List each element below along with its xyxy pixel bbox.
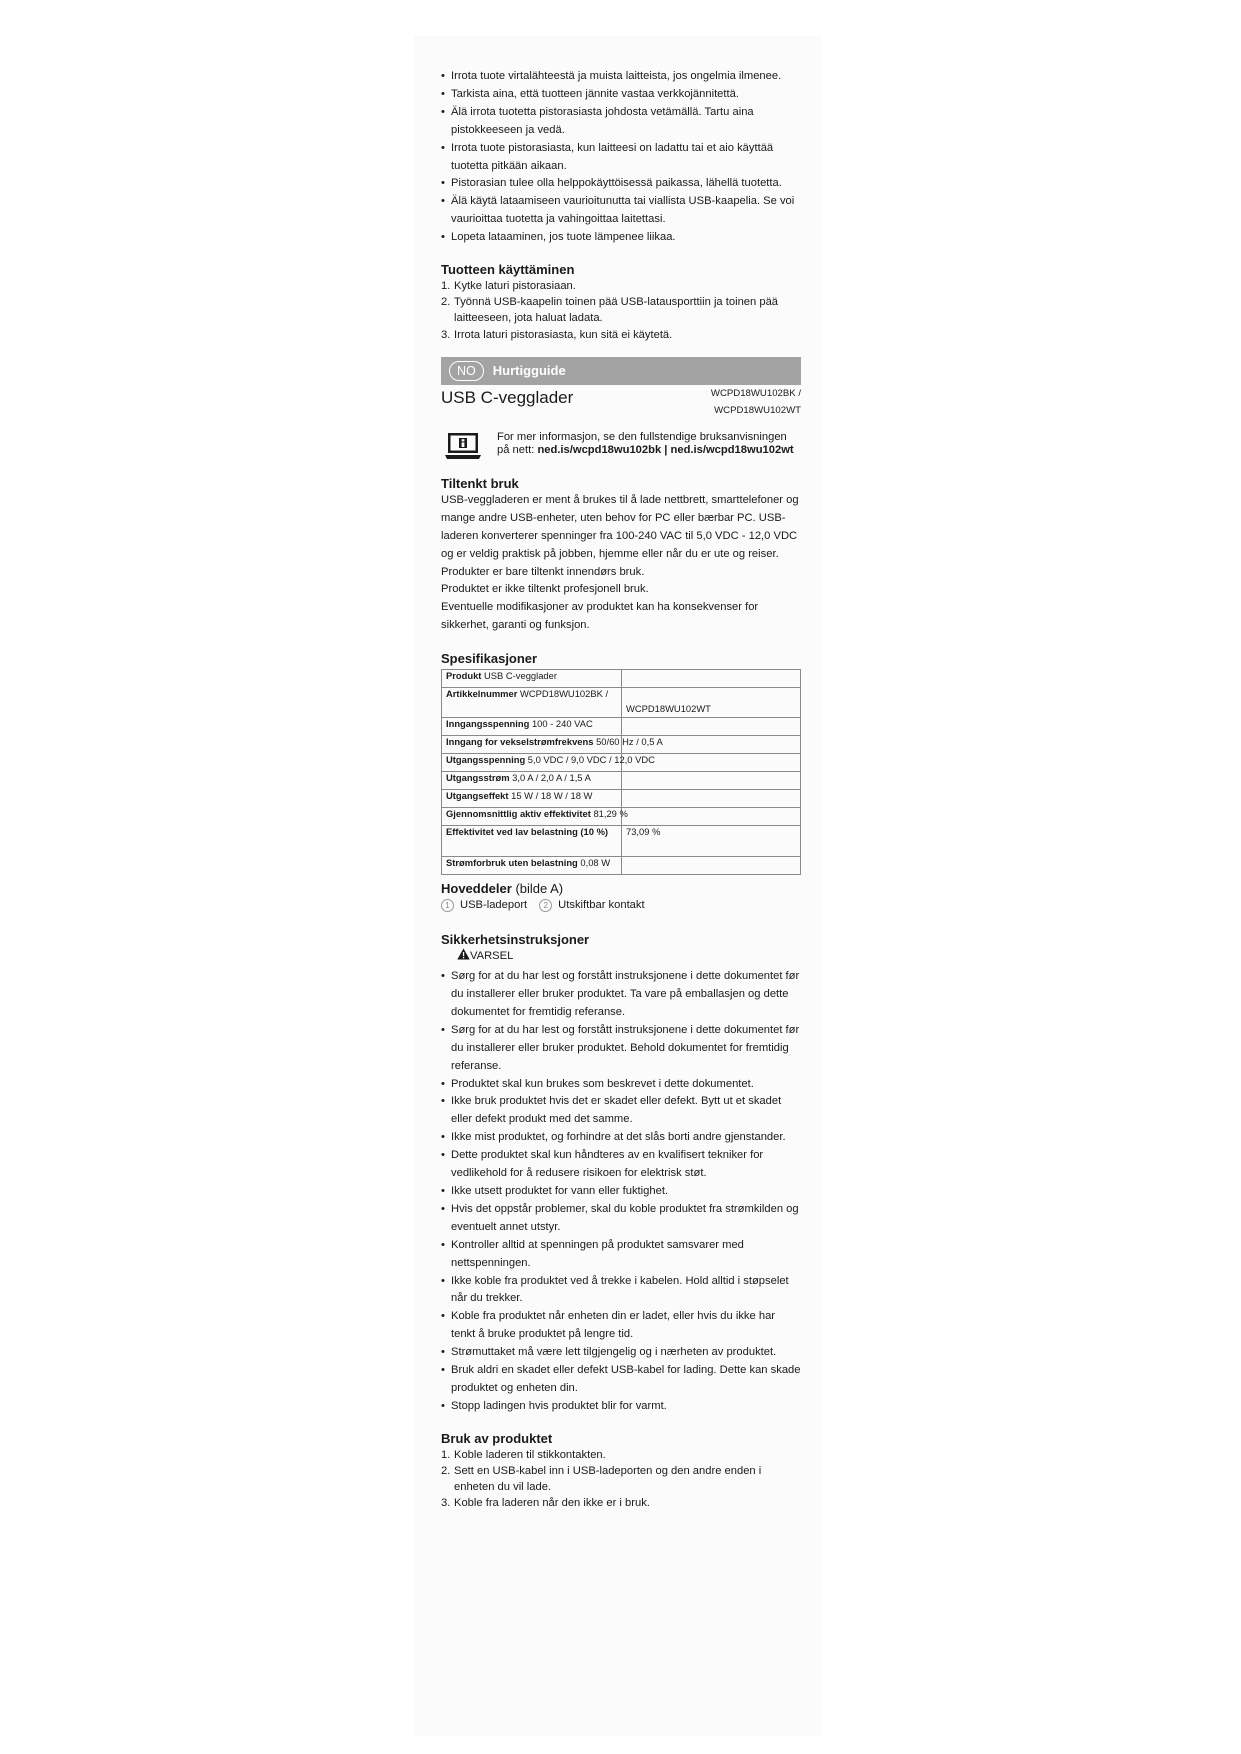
spec-label: Artikkelnummer: [446, 688, 518, 700]
usage-steps: [441, 1447, 801, 1512]
paragraph: Eventuelle modifikasjoner av produktet kan ha konsekvenser for sikkerhet, garanti og funksjon.: [441, 601, 759, 632]
paragraph: USB-veggladeren er ment å brukes til å lade nettbrett, smarttelefoner og mange andre USB-enheter, uten behov for PC eller bærbar PC. USB-laderen konverterer spenninger fra 100-240 VAC til 5,0 VDC - 12,0 VDC og er veldig praktisk på jobben, hjemme eller når du er ute og reiser.: [441, 493, 799, 560]
table-row: [442, 826, 801, 857]
warning-line: [441, 948, 801, 963]
spec-value: 100 - 240 VAC: [531, 718, 593, 730]
article-codes: [711, 385, 801, 419]
list-item: • Ikke koble fra produktet ved å trekke i kabelen. Hold alltid i støpselet når du trekker.: [441, 1273, 801, 1309]
table-row: [442, 790, 801, 808]
laptop-info-icon: [445, 432, 481, 460]
step-text: Koble fra laderen når den ikke er i bruk.: [454, 1497, 650, 1510]
safety-heading: Sikkerhetsinstruksjoner: [441, 932, 590, 948]
spec-value: USB C-vegglader: [484, 670, 557, 682]
fi-usage-heading: Tuotteen käyttäminen: [441, 262, 575, 278]
intended-use-heading: Tiltenkt bruk: [441, 475, 519, 491]
list-item: • Kontroller alltid at spenningen på produktet samsvarer med nettspenningen.: [441, 1237, 801, 1273]
spec-value: 50/60 Hz / 0,5 A: [596, 736, 663, 748]
spec-value: 81,29 %: [593, 808, 628, 820]
step-text: Irrota laturi pistorasiasta, kun sitä ei käytetä.: [454, 328, 673, 341]
page-title: USB C-vegglader: [441, 387, 574, 407]
list-item: • Ikke bruk produktet hvis det er skadet eller defekt. Bytt ut et skadet eller defekt produkt med det samme.: [441, 1093, 801, 1129]
spec-value-2: [622, 718, 801, 736]
article-code: WCPD18WU102BK /: [710, 387, 801, 399]
parts-heading: Hoveddeler: [441, 881, 512, 897]
link-separator: |: [661, 443, 671, 456]
paragraph: Produkter er bare tiltenkt innendørs bruk.: [441, 565, 645, 578]
table-row: [442, 808, 801, 826]
spec-label: Strømforbruk uten belastning: [446, 857, 578, 869]
list-item: • Dette produktet skal kun håndteres av en kvalifisert tekniker for vedlikehold for å redusere risikoen for elektrisk støt.: [441, 1147, 801, 1183]
part-label: USB-ladeport: [460, 899, 528, 912]
list-item: • Strømuttaket må være lett tilgjengelig og i nærheten av produktet.: [441, 1344, 801, 1362]
step-number: 2.: [441, 296, 451, 309]
online-info-row: [441, 431, 801, 460]
table-row: [442, 736, 801, 754]
table-row: [442, 857, 801, 875]
warning-label: VARSEL: [470, 950, 514, 963]
table-row: [442, 718, 801, 736]
spec-value-2: [622, 857, 801, 875]
specifications-heading: Spesifikasjoner: [441, 651, 538, 667]
spec-label: Produkt: [446, 670, 482, 682]
list-item: • Lopeta lataaminen, jos tuote lämpenee liikaa.: [441, 229, 801, 247]
list-item: • Älä irrota tuotetta pistorasiasta johdosta vetämällä. Tartu aina pistokkeeseen ja vedä.: [441, 104, 801, 140]
spec-value-2: [622, 772, 801, 790]
spec-label: Inngangsspenning: [446, 718, 530, 730]
step-number: 3.: [441, 328, 451, 341]
list-item: • Koble fra produktet når enheten din er ladet, eller hvis du ikke har tenkt å bruke produktet på lengre tid.: [441, 1308, 801, 1344]
part-number-badge: 2: [539, 899, 552, 912]
online-info-text: [497, 431, 794, 457]
spec-value: 5,0 VDC / 9,0 VDC / 12,0 VDC: [527, 754, 655, 766]
list-item: [441, 1447, 801, 1463]
parts-subheading: (bilde A): [515, 881, 564, 897]
fi-safety-list: [441, 68, 801, 247]
info-prefix: på nett:: [497, 443, 538, 456]
specifications-table: [441, 669, 801, 875]
spec-value-2: WCPD18WU102WT: [622, 688, 801, 718]
step-text: Koble laderen til stikkontakten.: [454, 1448, 606, 1461]
usage-heading: Bruk av produktet: [441, 1430, 553, 1446]
spec-label: Effektivitet ved lav belastning (10 %): [446, 826, 609, 838]
list-item: • Sørg for at du har lest og forstått instruksjonene i dette dokumentet før du installerer eller bruker produktet. Ta vare på emballasjen og dette dokumentet for fremtidig referanse.: [441, 968, 801, 1022]
part-number-badge: 1: [441, 899, 454, 912]
table-row: [442, 688, 801, 718]
intended-use-text: [441, 492, 801, 635]
list-item: • Ikke utsett produktet for vann eller fuktighet.: [441, 1183, 801, 1201]
spec-value: 3,0 A / 2,0 A / 1,5 A: [512, 772, 591, 784]
list-item: [441, 294, 801, 326]
list-item: • Irrota tuote virtalähteestä ja muista laitteista, jos ongelmia ilmenee.: [441, 68, 801, 86]
list-item: • Ikke mist produktet, og forhindre at det slås borti andre gjenstander.: [441, 1129, 801, 1147]
spec-label: Utgangsspenning: [446, 754, 526, 766]
fi-usage-steps: [441, 278, 801, 343]
list-item: • Irrota tuote pistorasiasta, kun laitteesi on ladattu tai et aio käyttää tuotetta pitkään aikaan.: [441, 140, 801, 176]
main-parts-list: [441, 897, 801, 913]
list-item: • Sørg for at du har lest og forstått instruksjonene i dette dokumentet før du installerer eller bruker produktet. Behold dokumentet for fremtidig referanse.: [441, 1022, 801, 1076]
list-item: • Hvis det oppstår problemer, skal du koble produktet fra strømkilden og eventuelt annet utstyr.: [441, 1201, 801, 1237]
step-text: Sett en USB-kabel inn i USB-ladeporten og den andre enden i enheten du vil lade.: [454, 1464, 762, 1494]
document-column: [441, 68, 801, 1512]
table-row: [442, 754, 801, 772]
spec-value-2: [622, 670, 801, 688]
spec-label: Utgangsstrøm: [446, 772, 510, 784]
spec-label: Gjennomsnittlig aktiv effektivitet: [446, 808, 591, 820]
spec-value-2: 73,09 %: [622, 826, 801, 857]
language-header-bar: [441, 357, 801, 385]
step-number: 2.: [441, 1464, 451, 1477]
step-text: Työnnä USB-kaapelin toinen pää USB-latausporttiin ja toinen pää laitteeseen, jota haluat ladata.: [454, 296, 779, 325]
spec-value: 15 W / 18 W / 18 W: [511, 790, 593, 802]
list-item: • Tarkista aina, että tuotteen jännite vastaa verkkojännitettä.: [441, 86, 801, 104]
paragraph: Produktet er ikke tiltenkt profesjonell bruk.: [441, 583, 649, 596]
step-text: Kytke laturi pistorasiaan.: [454, 280, 576, 293]
main-parts-heading: [441, 880, 801, 897]
manual-link-bk[interactable]: ned.is/wcpd18wu102bk: [537, 443, 662, 456]
table-row: [442, 772, 801, 790]
list-item: • Produktet skal kun brukes som beskrevet i dette dokumentet.: [441, 1076, 801, 1094]
article-code: WCPD18WU102WT: [714, 404, 801, 416]
info-line: [497, 444, 794, 457]
info-line: For mer informasjon, se den fullstendige bruksanvisningen: [497, 430, 787, 443]
list-item: • Bruk aldri en skadet eller defekt USB-kabel for lading. Dette kan skade produktet og enheten din.: [441, 1362, 801, 1398]
list-item: [441, 1495, 801, 1511]
manual-link-wt[interactable]: ned.is/wcpd18wu102wt: [670, 443, 794, 456]
safety-list: [441, 968, 801, 1416]
spec-value: 0,08 W: [580, 857, 611, 869]
step-number: 1.: [441, 1448, 451, 1461]
list-item: [441, 327, 801, 343]
list-item: • Pistorasian tulee olla helppokäyttöisessä paikassa, lähellä tuotetta.: [441, 175, 801, 193]
title-row: [441, 385, 801, 431]
list-item: • Älä käytä lataamiseen vaurioitunutta tai viallista USB-kaapelia. Se voi vaurioittaa tuotetta ja vahingoittaa laitettasi.: [441, 193, 801, 229]
list-item: [441, 278, 801, 294]
spec-value-2: [622, 790, 801, 808]
spec-value-2: [622, 808, 801, 826]
warning-icon: [457, 948, 470, 960]
spec-label: Inngang for vekselstrømfrekvens: [446, 736, 594, 748]
table-row: [442, 670, 801, 688]
step-number: 3.: [441, 1497, 451, 1510]
step-number: 1.: [441, 280, 451, 293]
language-badge: NO: [449, 361, 484, 381]
quick-guide-label: Hurtigguide: [492, 362, 566, 378]
spec-label: Utgangseffekt: [446, 790, 509, 802]
spec-value: WCPD18WU102BK /: [520, 688, 609, 700]
part-label: Utskiftbar kontakt: [558, 899, 645, 912]
list-item: [441, 1463, 801, 1495]
list-item: • Stopp ladingen hvis produktet blir for varmt.: [441, 1398, 801, 1416]
